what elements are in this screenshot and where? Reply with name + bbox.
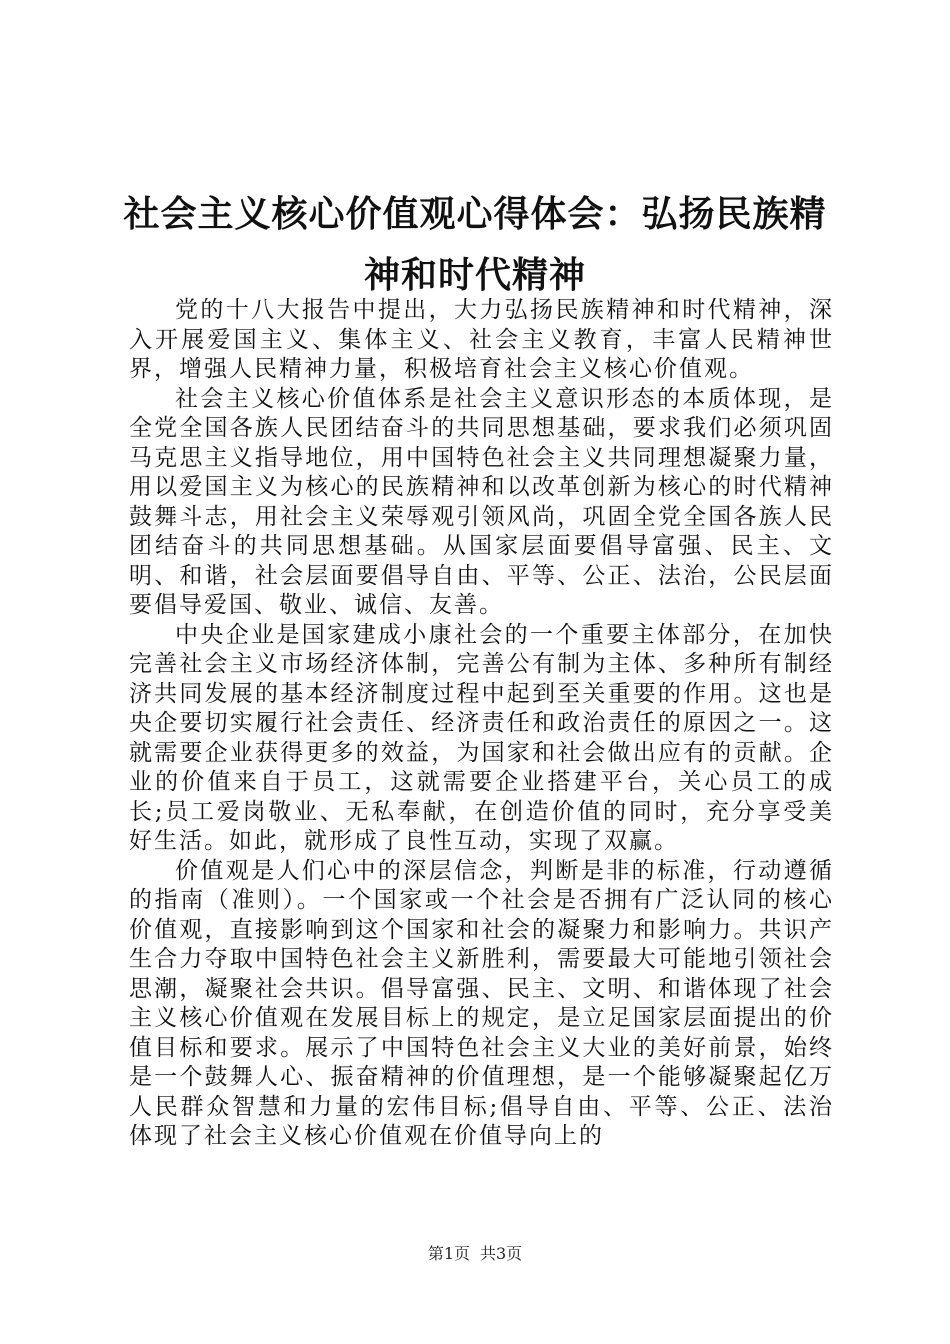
document-title: 社会主义核心价值观心得体会：弘扬民族精神和时代精神: [123, 194, 827, 296]
paragraph: 价值观是人们心中的深层信念，判断是非的标准，行动遵循的指南（准则）。一个国家或一个社会是否拥有广泛认同的核心价值观，直接影响到这个国家和社会的凝聚力和影响力。共识产生合力夺取中国特色社会主义新胜利，需要最大可能地引领社会思潮，凝聚社会共识。倡导富强、民主、文明、和谐体现了社会主义核心价值观在发展目标上的规定，是立足国家层面提出的价值目标和要求。展示了中国特色社会主义大业的美好前景，始终是一个鼓舞人心、振奋精神的价值理想，是一个能够凝聚起亿万人民群众智慧和力量的宏伟目标;倡导自由、平等、公正、法治体现了社会主义核心价值观在价值导向上的: [129, 857, 834, 1149]
paragraph: 中央企业是国家建成小康社会的一个重要主体部分，在加快完善社会主义市场经济体制，完善公有制为主体、多种所有制经济共同发展的基本经济制度过程中起到至关重要的作用。这也是央企要切实履行社会责任、经济责任和政治责任的原因之一。这就需要企业获得更多的效益，为国家和社会做出应有的贡献。企业的价值来自于员工，这就需要企业搭建平台，关心员工的成长;员工爱岗敬业、无私奉献，在创造价值的同时，充分享受美好生活。如此，就形成了良性互动，实现了双赢。: [129, 621, 834, 854]
page-footer: [0, 1244, 950, 1264]
page-number: 第1页: [427, 1244, 470, 1263]
page-total: 共3页: [480, 1244, 523, 1263]
paragraph: 社会主义核心价值体系是社会主义意识形态的本质体现，是全党全国各族人民团结奋斗的共同思想基础，要求我们必须巩固马克思主义指导地位，用中国特色社会主义共同理想凝聚力量，用以爱国主义为核心的民族精神和以改革创新为核心的时代精神鼓舞斗志，用社会主义荣辱观引领风尚，巩固全党全国各族人民团结奋斗的共同思想基础。从国家层面要倡导富强、民主、文明、和谐，社会层面要倡导自由、平等、公正、法治，公民层面要倡导爱国、敬业、诚信、友善。: [129, 385, 834, 618]
document-body: [129, 296, 834, 1152]
paragraph: 党的十八大报告中提出，大力弘扬民族精神和时代精神，深入开展爱国主义、集体主义、社会主义教育，丰富人民精神世界，增强人民精神力量，积极培育社会主义核心价值观。: [129, 297, 834, 382]
